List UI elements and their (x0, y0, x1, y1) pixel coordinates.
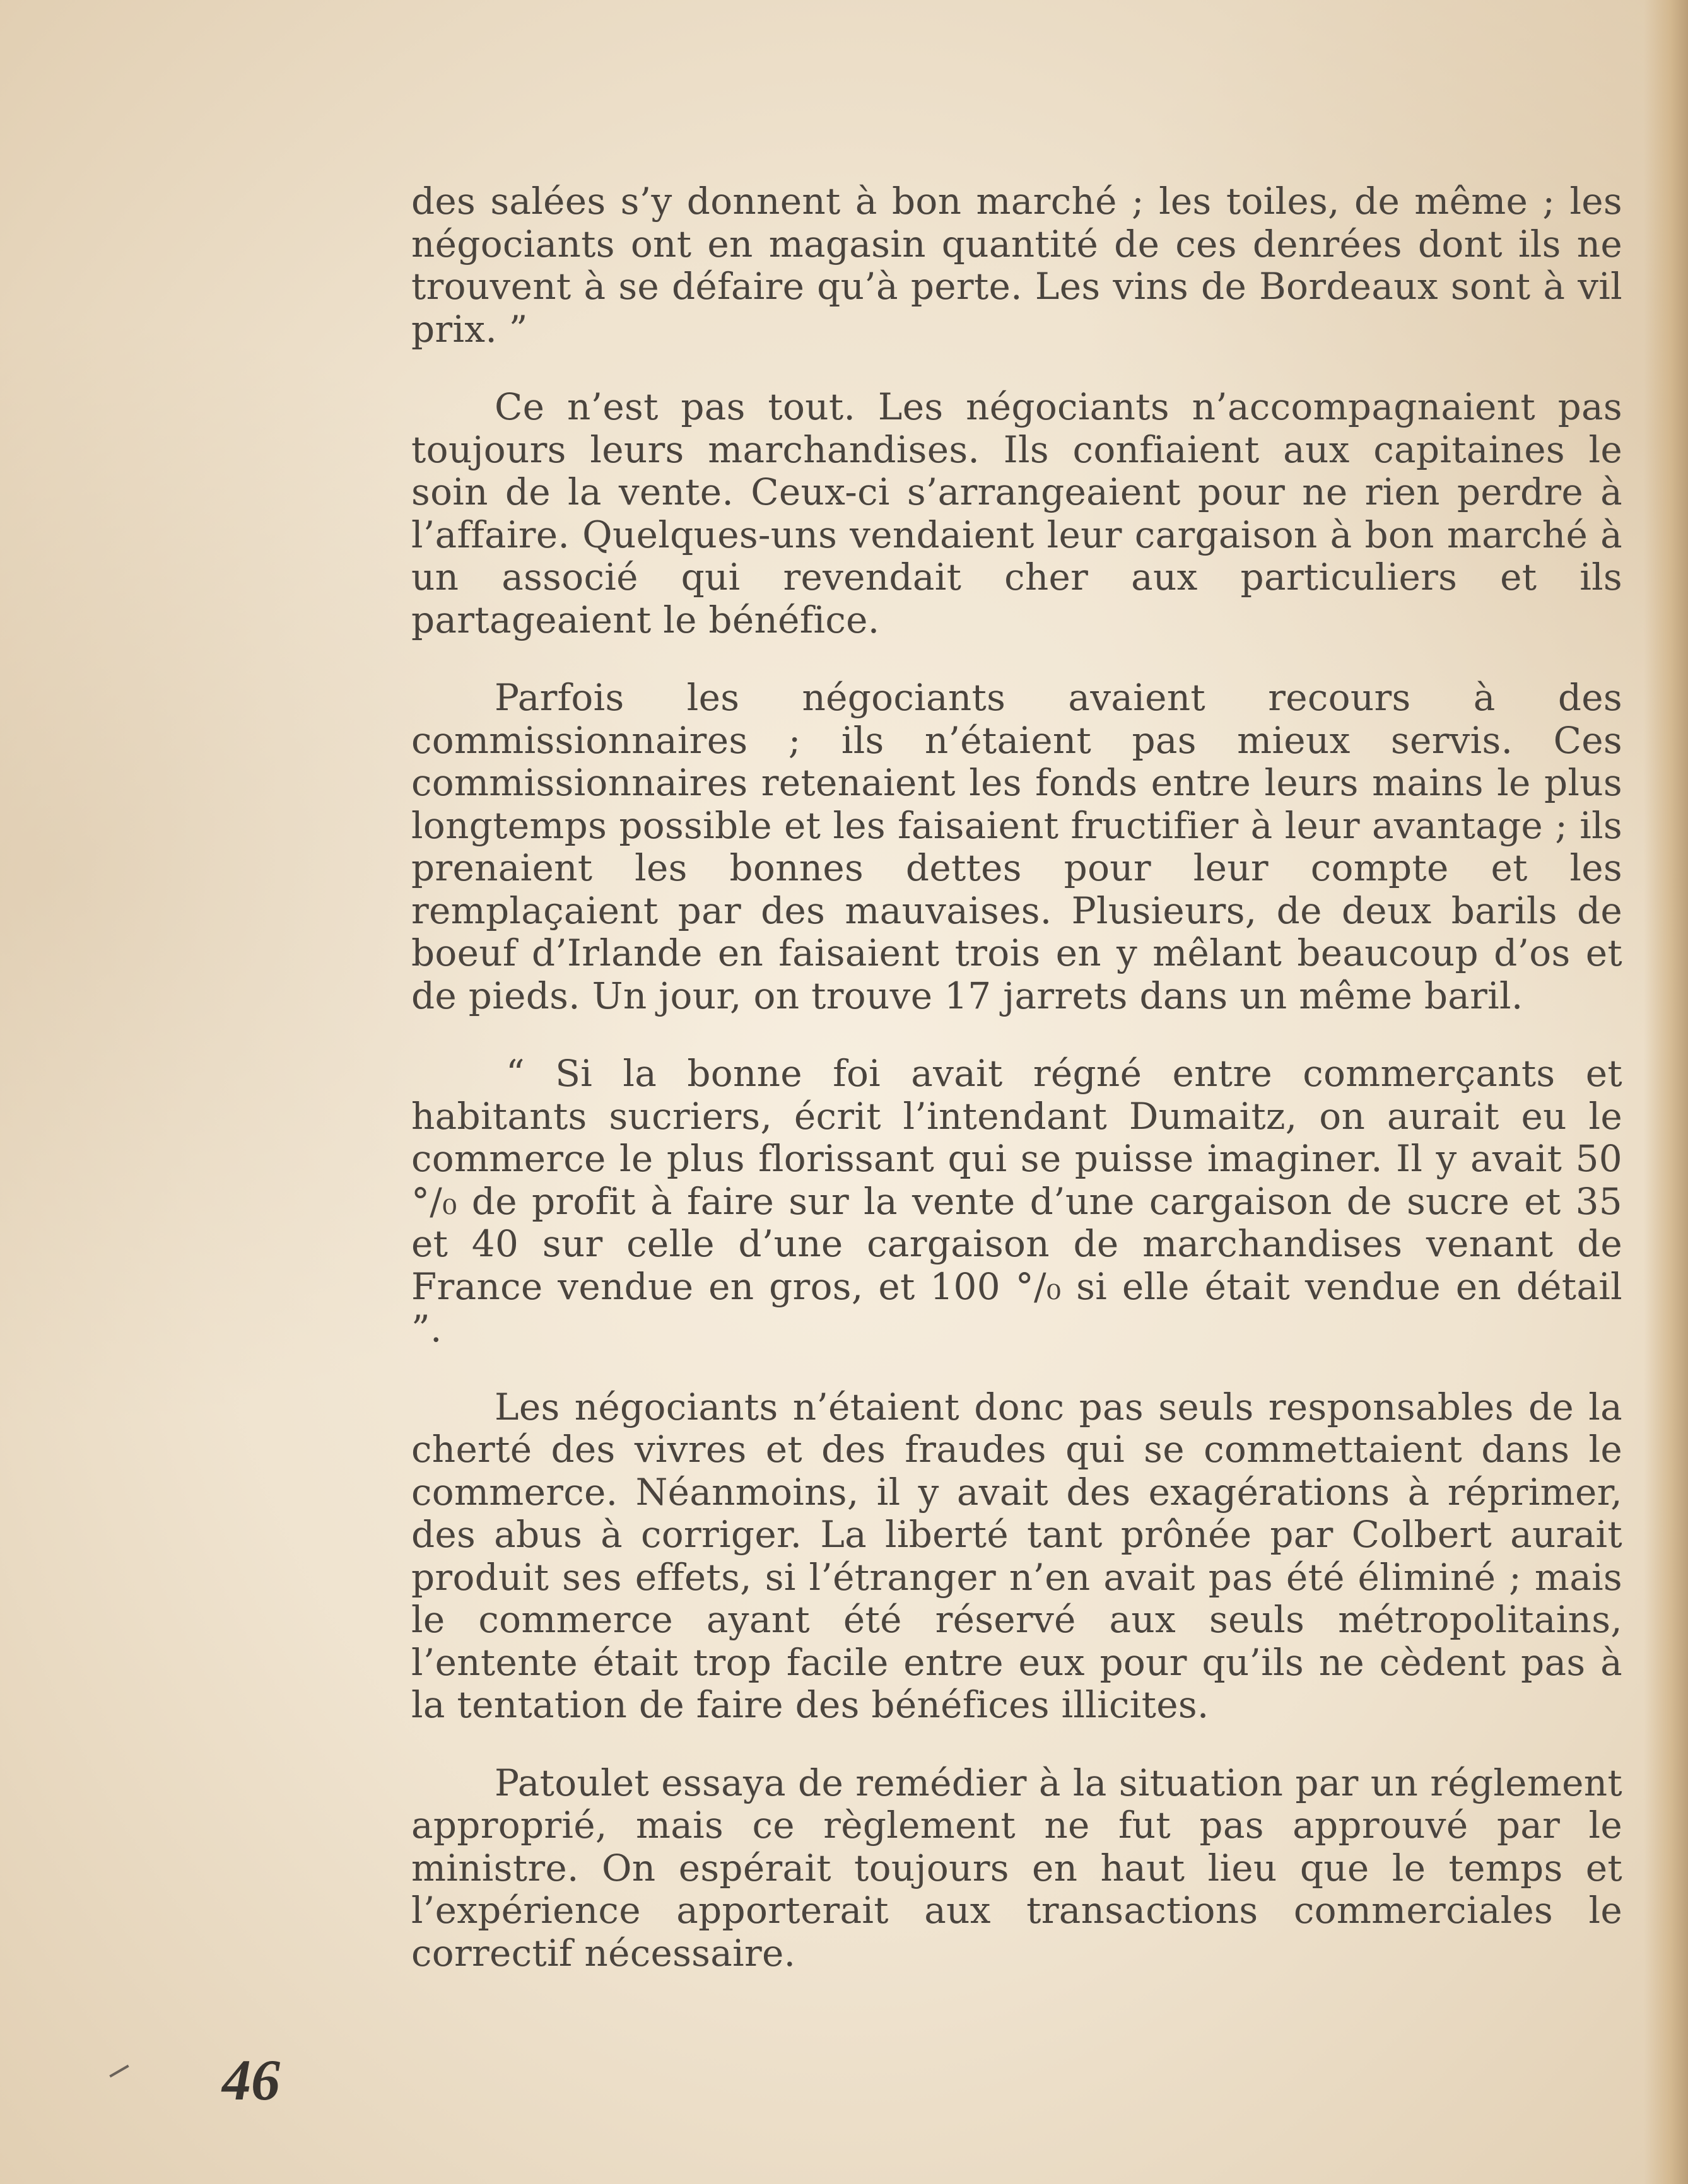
body-text (411, 180, 1622, 2010)
paragraph-1: des salées s’y donnent à bon marché ; les toiles, de même ; les négociants ont en magasin quantité de ces denrées dont ils ne trouvent à se défaire qu’à perte. Les vins de Bordeaux sont à vil prix. ” (411, 180, 1622, 351)
page-number: 46 (222, 2048, 280, 2112)
paragraph-5: Les négociants n’étaient donc pas seuls responsables de la cherté des vivres et des fraudes qui se commettaient dans le commerce. Néanmoins, il y avait des exagérations à réprimer, des abus à corriger. La liberté tant prônée par Colbert aurait produit ses effets, si l’étranger n’en avait pas été éliminé ; mais le commerce ayant été réservé aux seuls métropolitains, l’entente était trop facile entre eux pour qu’ils ne cèdent pas à la tentation de faire des bénéfices illicites. (411, 1385, 1622, 1726)
page-edge-shadow (1644, 0, 1688, 2184)
pencil-mark (109, 2065, 129, 2077)
paragraph-4-quotation: “ Si la bonne foi avait régné entre commerçants et habitants sucriers, écrit l’intendant Dumaitz, on aurait eu le commerce le plus florissant qui se puisse imaginer. Il y avait 50 °/₀ de profit à faire sur la vente d’une cargaison de sucre et 35 et 40 sur celle d’une cargaison de marchandises venant de France vendue en gros, et 100 °/₀ si elle était vendue en détail ”. (411, 1052, 1622, 1350)
paragraph-2: Ce n’est pas tout. Les négociants n’accompagnaient pas toujours leurs marchandises. Ils confiaient aux capitaines le soin de la vente. Ceux-ci s’arrangeaient pour ne rien perdre à l’affaire. Quelques-uns vendaient leur cargaison à bon marché à un associé qui revendait cher aux particuliers et ils partageaient le bénéfice. (411, 385, 1622, 641)
paragraph-3: Parfois les négociants avaient recours à des commissionnaires ; ils n’étaient pas mieux servis. Ces commissionnaires retenaient les fonds entre leurs mains le plus longtemps possible et les faisaient fructifier à leur avantage ; ils prenaient les bonnes dettes pour leur compte et les remplaçaient par des mauvaises. Plusieurs, de deux barils de boeuf d’Irlande en faisaient trois en y mêlant beaucoup d’os et de pieds. Un jour, on trouve 17 jarrets dans un même baril. (411, 676, 1622, 1017)
paragraph-6: Patoulet essaya de remédier à la situation par un réglement approprié, mais ce règlement ne fut pas approuvé par le ministre. On espérait toujours en haut lieu que le temps et l’expérience apporterait aux transactions commerciales le correctif nécessaire. (411, 1761, 1622, 1975)
